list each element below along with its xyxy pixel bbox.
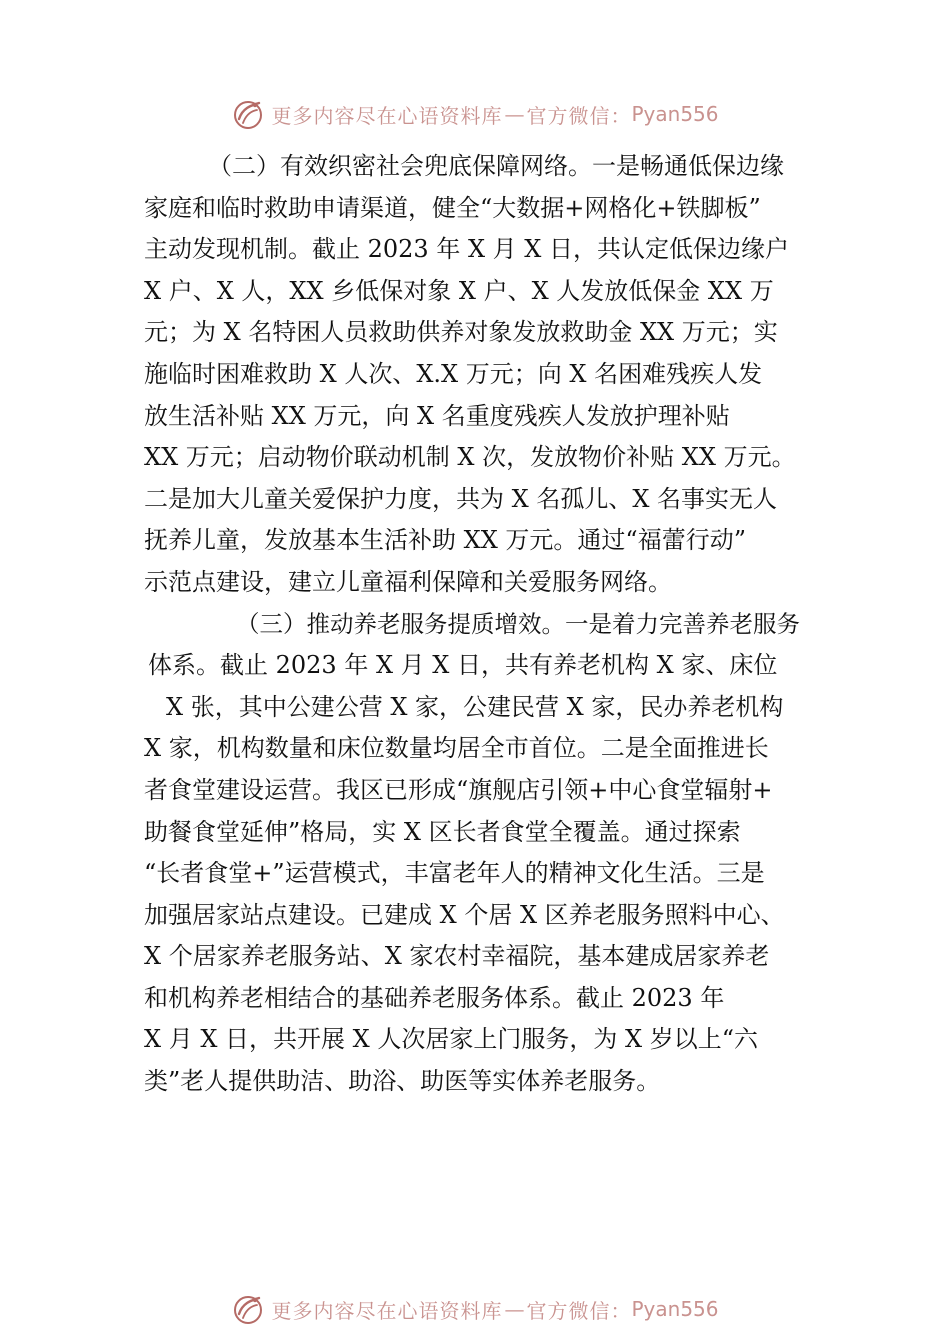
- text-line: X 户、X 人，XX 乡低保对象 X 户、X 人发放低保金 XX 万: [144, 276, 774, 305]
- text-line: “长者食堂+”运营模式，丰富老年人的精神文化生活。三是: [144, 859, 765, 888]
- watermark-dash: —: [504, 102, 525, 126]
- text-line: X 个居家养老服务站、X 家农村幸福院，基本建成居家养老: [144, 942, 770, 971]
- text-line: （二）有效织密社会兜底保障网络。一是畅通低保边缘: [208, 152, 784, 180]
- header-watermark: [0, 94, 950, 134]
- text-line: 放生活补贴 XX 万元，向 X 名重度残疾人发放护理补贴: [144, 401, 730, 430]
- watermark-label: 官方微信：: [526, 1298, 632, 1323]
- seal-logo-icon: [231, 97, 265, 131]
- watermark-dash: —: [504, 1297, 525, 1321]
- text-line: 元；为 X 名特困人员救助供养对象发放救助金 XX 万元；实: [144, 318, 778, 347]
- footer-watermark: [0, 1289, 950, 1329]
- text-line: 示范点建设，建立儿童福利保障和关爱服务网络。: [144, 567, 672, 596]
- document-body: [144, 146, 808, 1103]
- watermark-text: 更多内容尽在心语资料库: [271, 103, 503, 128]
- text-line: 施临时困难救助 X 人次、X.X 万元；向 X 名困难残疾人发: [144, 359, 763, 388]
- text-line: X 月 X 日，共开展 X 人次居家上门服务，为 X 岁以上“六: [144, 1025, 759, 1054]
- watermark-account: Pyan556: [631, 1297, 719, 1321]
- text-line: X 张，其中公建公营 X 家，公建民营 X 家，民办养老机构: [166, 692, 784, 721]
- text-line: 和机构养老相结合的基础养老服务体系。截止 2023 年: [144, 983, 725, 1012]
- text-line: 助餐食堂延伸”格局，实 X 区长者食堂全覆盖。通过探索: [144, 817, 741, 846]
- text-line: 主动发现机制。截止 2023 年 X 月 X 日，共认定低保边缘户: [144, 235, 790, 264]
- text-line: XX 万元；启动物价联动机制 X 次，发放物价补贴 XX 万元。: [144, 443, 796, 472]
- text-line: 抚养儿童，发放基本生活补助 XX 万元。通过“福蕾行动”: [144, 526, 746, 555]
- text-line: 者食堂建设运营。我区已形成“旗舰店引领+中心食堂辐射+: [144, 775, 773, 804]
- text-line: 加强居家站点建设。已建成 X 个居 X 区养老服务照料中心、: [144, 900, 785, 929]
- watermark-label: 官方微信：: [526, 103, 632, 128]
- text-line: 体系。截止 2023 年 X 月 X 日，共有养老机构 X 家、床位: [148, 651, 778, 680]
- watermark-text: 更多内容尽在心语资料库: [271, 1298, 503, 1323]
- text-line: 家庭和临时救助申请渠道，健全“大数据+网格化+铁脚板”: [144, 193, 761, 222]
- text-line: X 家，机构数量和床位数量均居全市首位。二是全面推进长: [144, 734, 769, 763]
- watermark-account: Pyan556: [631, 102, 719, 126]
- seal-logo-icon: [231, 1292, 265, 1326]
- text-line: 二是加大儿童关爱保护力度，共为 X 名孤儿、X 名事实无人: [144, 484, 778, 513]
- text-line: 类”老人提供助洁、助浴、助医等实体养老服务。: [144, 1067, 661, 1096]
- text-line: （三）推动养老服务提质增效。一是着力完善养老服务: [236, 609, 800, 638]
